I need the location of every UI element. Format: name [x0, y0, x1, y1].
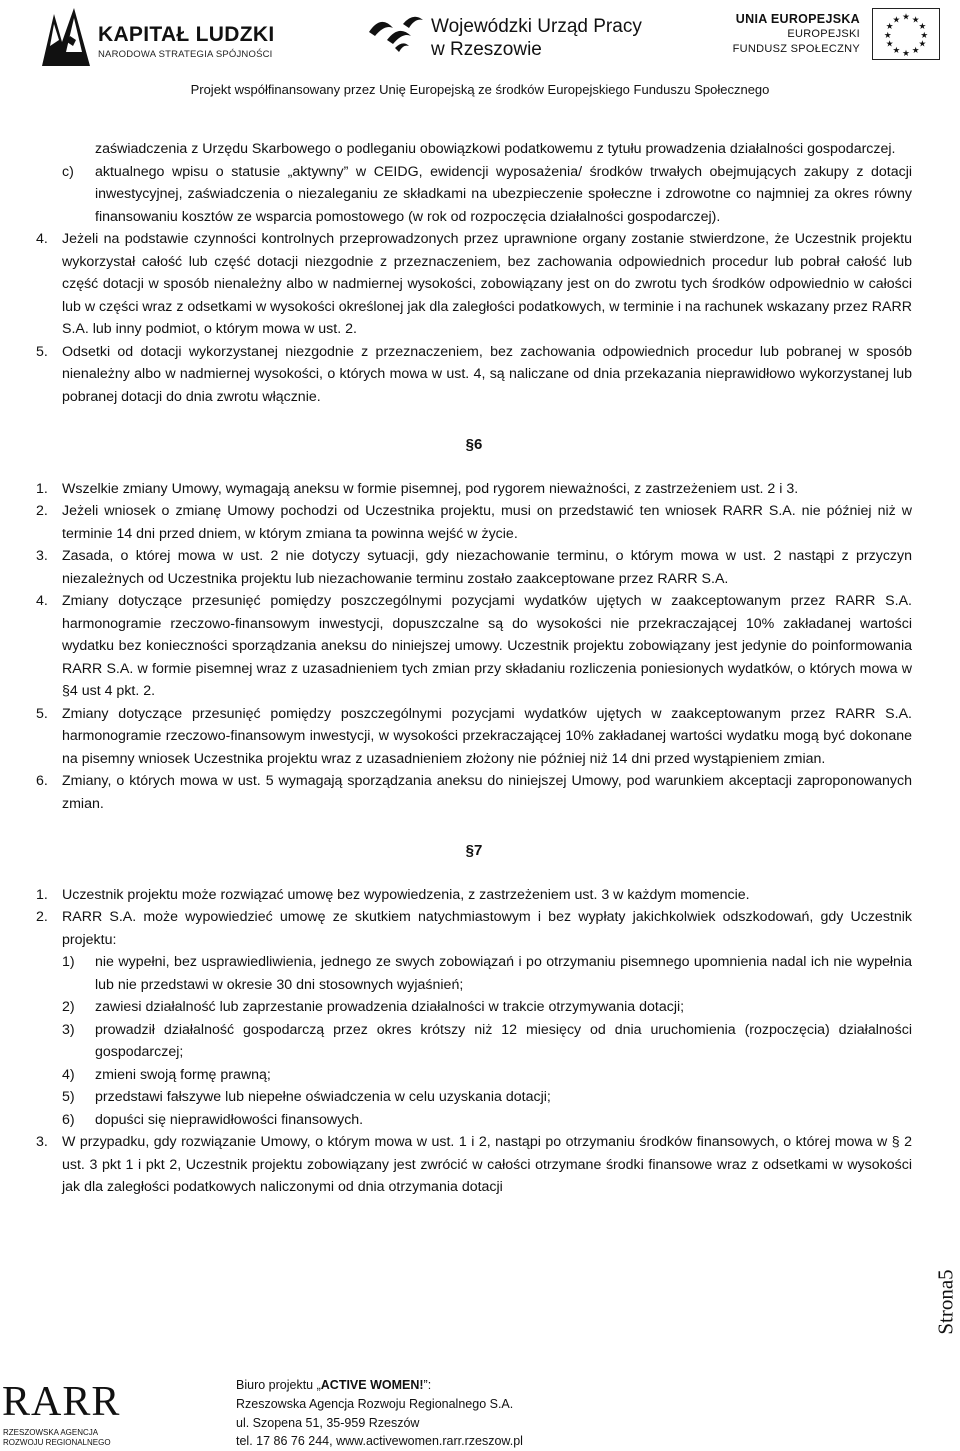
svg-text:★: ★ — [911, 15, 920, 26]
section-7-subitem-5 — [62, 1086, 912, 1109]
list-item-number: 5) — [62, 1089, 75, 1105]
list-item-text: Uczestnik projektu może rozwiązać umowę bez wypowiedzenia, z zastrzeżeniem ust. 3 w każdym momencie. — [62, 886, 750, 903]
kapital-ludzki-subtitle: NARODOWA STRATEGIA SPÓJNOŚCI — [98, 49, 273, 60]
list-item-text: dopuści się nieprawidłowości finansowych. — [95, 1111, 364, 1128]
eu-title: UNIA EUROPEJSKA — [735, 12, 860, 26]
section-6-item-2 — [36, 500, 912, 545]
rarr-caption-line2: ROZWOJU REGIONALNEGO — [3, 1438, 111, 1447]
section-7-subitem-1 — [62, 951, 912, 996]
svg-text:★: ★ — [883, 30, 892, 41]
list-item-number: 5. — [36, 705, 48, 722]
list-item-text: RARR S.A. może wypowiedzieć umowę ze skutkiem natychmiastowym i bez wypłaty jakichkolwiek odszkodowań, gdy Uczestnik projektu: — [62, 909, 912, 948]
birds-icon — [365, 10, 425, 54]
list-item-number: 6) — [62, 1111, 75, 1128]
list-item-text: Zasada, o której mowa w ust. 2 nie dotyczy sytuacji, gdy niezachowanie terminu, o którym mowa w ust. 2 nastąpi z przyczyn niezależnych od Uczestnika projektu lub niezachowanie terminu zostało zaakceptowane przez RARR S.A. — [62, 548, 912, 587]
list-item-number: 1. — [36, 886, 48, 903]
rarr-logo-caption — [3, 1428, 111, 1448]
svg-text:★: ★ — [902, 12, 910, 23]
section-6-item-3 — [36, 545, 912, 590]
list-item-text: zmieni swoją formę prawną; — [95, 1066, 271, 1083]
section-6-item-1 — [36, 478, 912, 501]
svg-text:★: ★ — [918, 39, 927, 50]
list-item-text: Jeżeli na podstawie czynności kontrolnych przeprowadzonych przez uprawnione organy zostanie stwierdzone, że Uczestnik projektu wykorzystał całość lub część dotacji niezgodnie z przeznaczeniem, bez zachowania odpowiednich procedur lub pobrał całość lub część dotacji w sposób nienależny albo w nadmiernej wysokości, zobowiązany jest on do zwrotu tych środków odpowiednio w całości lub w części wraz z odsetkami w wysokości określonej jak dla zaległości podatkowych, w terminie i na rachunek wskazany przez RARR S.A. lub inny podmiot, o którym mowa w ust. 2. — [62, 231, 913, 337]
section-7-subitem-4 — [62, 1064, 912, 1087]
list-item-number: 2. — [36, 503, 48, 519]
list-item-text: Wszelkie zmiany Umowy, wymagają aneksu w formie pisemnej, pod rygorem nieważności, z zastrzeżeniem ust. 2 i 3. — [62, 480, 799, 497]
svg-text:★: ★ — [918, 22, 927, 33]
svg-text:★: ★ — [902, 49, 910, 60]
svg-text:★: ★ — [885, 39, 894, 50]
eu-logo — [720, 4, 940, 68]
list-item-number: 2) — [62, 999, 75, 1015]
list-item-text: Zmiany, o których mowa w ust. 5 wymagają sporządzania aneksu do niniejszej Umowy, pod warunkiem akceptacji zaproponowanych zmian. — [62, 773, 912, 812]
svg-text:★: ★ — [885, 22, 894, 33]
list-item-text: Zmiany dotyczące przesunięć pomiędzy poszczególnymi pozycjami wydatków ujętych w zaakceptowanym przez RARR S.A. harmonogramie rzeczowo-finansowym inwestycji, dopuszczalne są do wysokości nie przekraczającej 10% zakładanej wartości wydatku bez konieczności sporządzania aneksu do niniejszej umowy. Uczestnik projektu zobowiązany jest jedynie do poinformowania RARR S.A. w formie pisemnej wraz z uzasadnieniem tych zmian przy składaniu rozliczenia poniesionych wydatków, o których mowa w §4 ust 4 pkt. 2. — [62, 593, 912, 699]
kapital-ludzki-emblem-icon — [40, 6, 92, 68]
list-item-text: Odsetki od dotacji wykorzystanej niezgodnie z przeznaczeniem, bez zachowania odpowiednich procedur lub pobranej w sposób nienależny albo w nadmiernej wysokości, o których mowa w ust. 4, są naliczane od dnia przekazania nieprawidłowo wykorzystanej lub pobranej dotacji do dnia zwrotu włącznie. — [62, 343, 912, 405]
agency-address: ul. Szopena 51, 35-959 Rzeszów — [236, 1415, 420, 1430]
section-6-heading: §6 — [465, 436, 483, 453]
rarr-logo-text: RARR — [2, 1379, 121, 1425]
list-item-text: przedstawi fałszywe lub niepełne oświadczenia w celu uzyskania dotacji; — [95, 1089, 551, 1105]
project-office-suffix: ”: — [423, 1378, 432, 1392]
section-6-item-4 — [36, 590, 912, 703]
section-7-subitem-6 — [62, 1109, 912, 1132]
list-item-number: 4. — [36, 593, 48, 609]
agency-name: Rzeszowska Agencja Rozwoju Regionalnego S.A. — [236, 1396, 514, 1411]
section-7-item-2 — [36, 906, 912, 951]
page-number-label — [934, 1242, 958, 1362]
svg-text:★: ★ — [911, 46, 920, 57]
eu-fund-line2: FUNDUSZ SPOŁECZNY — [732, 43, 860, 55]
list-item-number: 3. — [36, 1134, 48, 1150]
list-item-number: 6. — [36, 773, 48, 789]
eu-flag-icon — [872, 8, 940, 60]
section-7-item-1 — [36, 884, 912, 907]
section-7-item-3 — [36, 1131, 912, 1199]
list-item-text: prowadził działalność gospodarczą przez okres krótszy niż 12 miesięcy od dnia uruchomienia (rozpoczęcia) działalności gospodarczej; — [95, 1021, 912, 1060]
wup-name-line2: w Rzeszowie — [431, 39, 542, 60]
svg-text:★: ★ — [920, 30, 929, 41]
list-item-number: c) — [62, 163, 74, 180]
svg-text:★: ★ — [892, 46, 901, 57]
project-cofinancing-line: Projekt współfinansowany przez Unię Europejską ze środków Europejskiego Funduszu Społecznego — [190, 82, 770, 97]
paragraph-item-4 — [36, 228, 912, 341]
list-item-number: 5. — [36, 343, 48, 360]
rarr-logo — [2, 1378, 121, 1451]
list-item-text: zawiesi działalność lub zaprzestanie prowadzenia działalności w trakcie otrzymywania dotacji; — [95, 999, 685, 1015]
section-7-subitem-2 — [62, 996, 912, 1019]
project-office-prefix: Biuro projektu „ — [236, 1378, 321, 1392]
wup-logo — [365, 10, 645, 62]
list-item-text: nie wypełni, bez usprawiedliwienia, jednego ze swych zobowiązań i po otrzymaniu pisemnego upomnienia nadal ich nie wypełnia lub nie przedstawi w okresie 30 dni stosownych wyjaśnień; — [95, 954, 912, 993]
document-body — [36, 138, 912, 1199]
eu-fund-line1: EUROPEJSKI — [787, 28, 860, 40]
agency-contact: tel. 17 86 76 244, www.activewomen.rarr.rzeszow.pl — [236, 1434, 523, 1449]
list-item-number: 1) — [62, 954, 75, 970]
list-item-text: W przypadku, gdy rozwiązanie Umowy, o którym mowa w ust. 1 i 2, nastąpi po otrzymaniu środków finansowych, o której mowa w § 2 ust. 3 pkt 1 i pkt 2, Uczestnik projektu zobowiązany jest zwrócić w całości otrzymane środki finansowe wraz z odsetkami w wysokości jak dla zaległości podatkowych naliczonymi od dnia otrzymania dotacji — [62, 1134, 912, 1195]
paragraph-item-5 — [36, 341, 912, 409]
page-header — [0, 0, 960, 105]
svg-text:★: ★ — [892, 15, 901, 26]
list-item-text: aktualnego wpisu o statusie „aktywny” w CEIDG, ewidencji wyposażenia/ środków trwałych obejmujących zakupy z dotacji inwestycyjnej, zaświadczenia o niezaleganiu ze składkami na ubezpieczenie społeczne i zdrowotne co najmniej za okres równy finansowaniu kosztów ze wsparcia pomostowego (w rok od rozpoczęcia działalności gospodarczej). — [95, 163, 912, 225]
kapital-ludzki-logo — [40, 6, 275, 68]
list-item-text: Zmiany dotyczące przesunięć pomiędzy poszczególnymi pozycjami wydatków ujętych w zaakceptowanym przez RARR S.A. harmonogramie rzeczowo-finansowym inwestycji, w wysokości przekraczającej 10% zakładanej wartości wydatku mogą być dokonane na pisemny wniosek Uczestnika projektu wraz z uzasadnieniem złożony nie później niż 14 dni przed wystąpieniem zmian. — [62, 705, 912, 767]
project-office-line — [236, 1376, 523, 1395]
list-item-number: 4) — [62, 1066, 75, 1083]
wup-name-line1: Wojewódzki Urząd Pracy — [431, 16, 642, 37]
rarr-caption-line1: RZESZOWSKA AGENCJA — [3, 1428, 99, 1437]
section-7-subitem-3 — [62, 1019, 912, 1064]
page-footer — [0, 1370, 960, 1451]
intro-continuation: zaświadczenia z Urzędu Skarbowego o podleganiu obowiązkowi podatkowemu z tytułu prowadzenia działalności gospodarczej. — [95, 141, 896, 157]
list-item-text: Jeżeli wniosek o zmianę Umowy pochodzi od Uczestnika projektu, musi on przedstawić ten wniosek RARR S.A. nie później niż w terminie 14 dni przed dniem, w którym zmiana ta powinna wejść w życie. — [62, 503, 912, 542]
list-item-number: 4. — [36, 231, 48, 247]
section-7-heading: §7 — [465, 842, 483, 859]
list-item-number: 2. — [36, 909, 48, 925]
list-item-number: 1. — [36, 480, 48, 497]
section-6-item-5 — [36, 703, 912, 771]
list-item-c — [62, 161, 912, 229]
list-item-number: 3. — [36, 548, 48, 564]
page-number-text: Strona5 — [933, 1269, 958, 1335]
project-name: ACTIVE WOMEN! — [320, 1378, 424, 1392]
list-item-number: 3) — [62, 1021, 75, 1038]
kapital-ludzki-title: KAPITAŁ LUDZKI — [98, 23, 275, 46]
section-6-item-6 — [36, 770, 912, 815]
footer-contact-block — [236, 1376, 523, 1451]
